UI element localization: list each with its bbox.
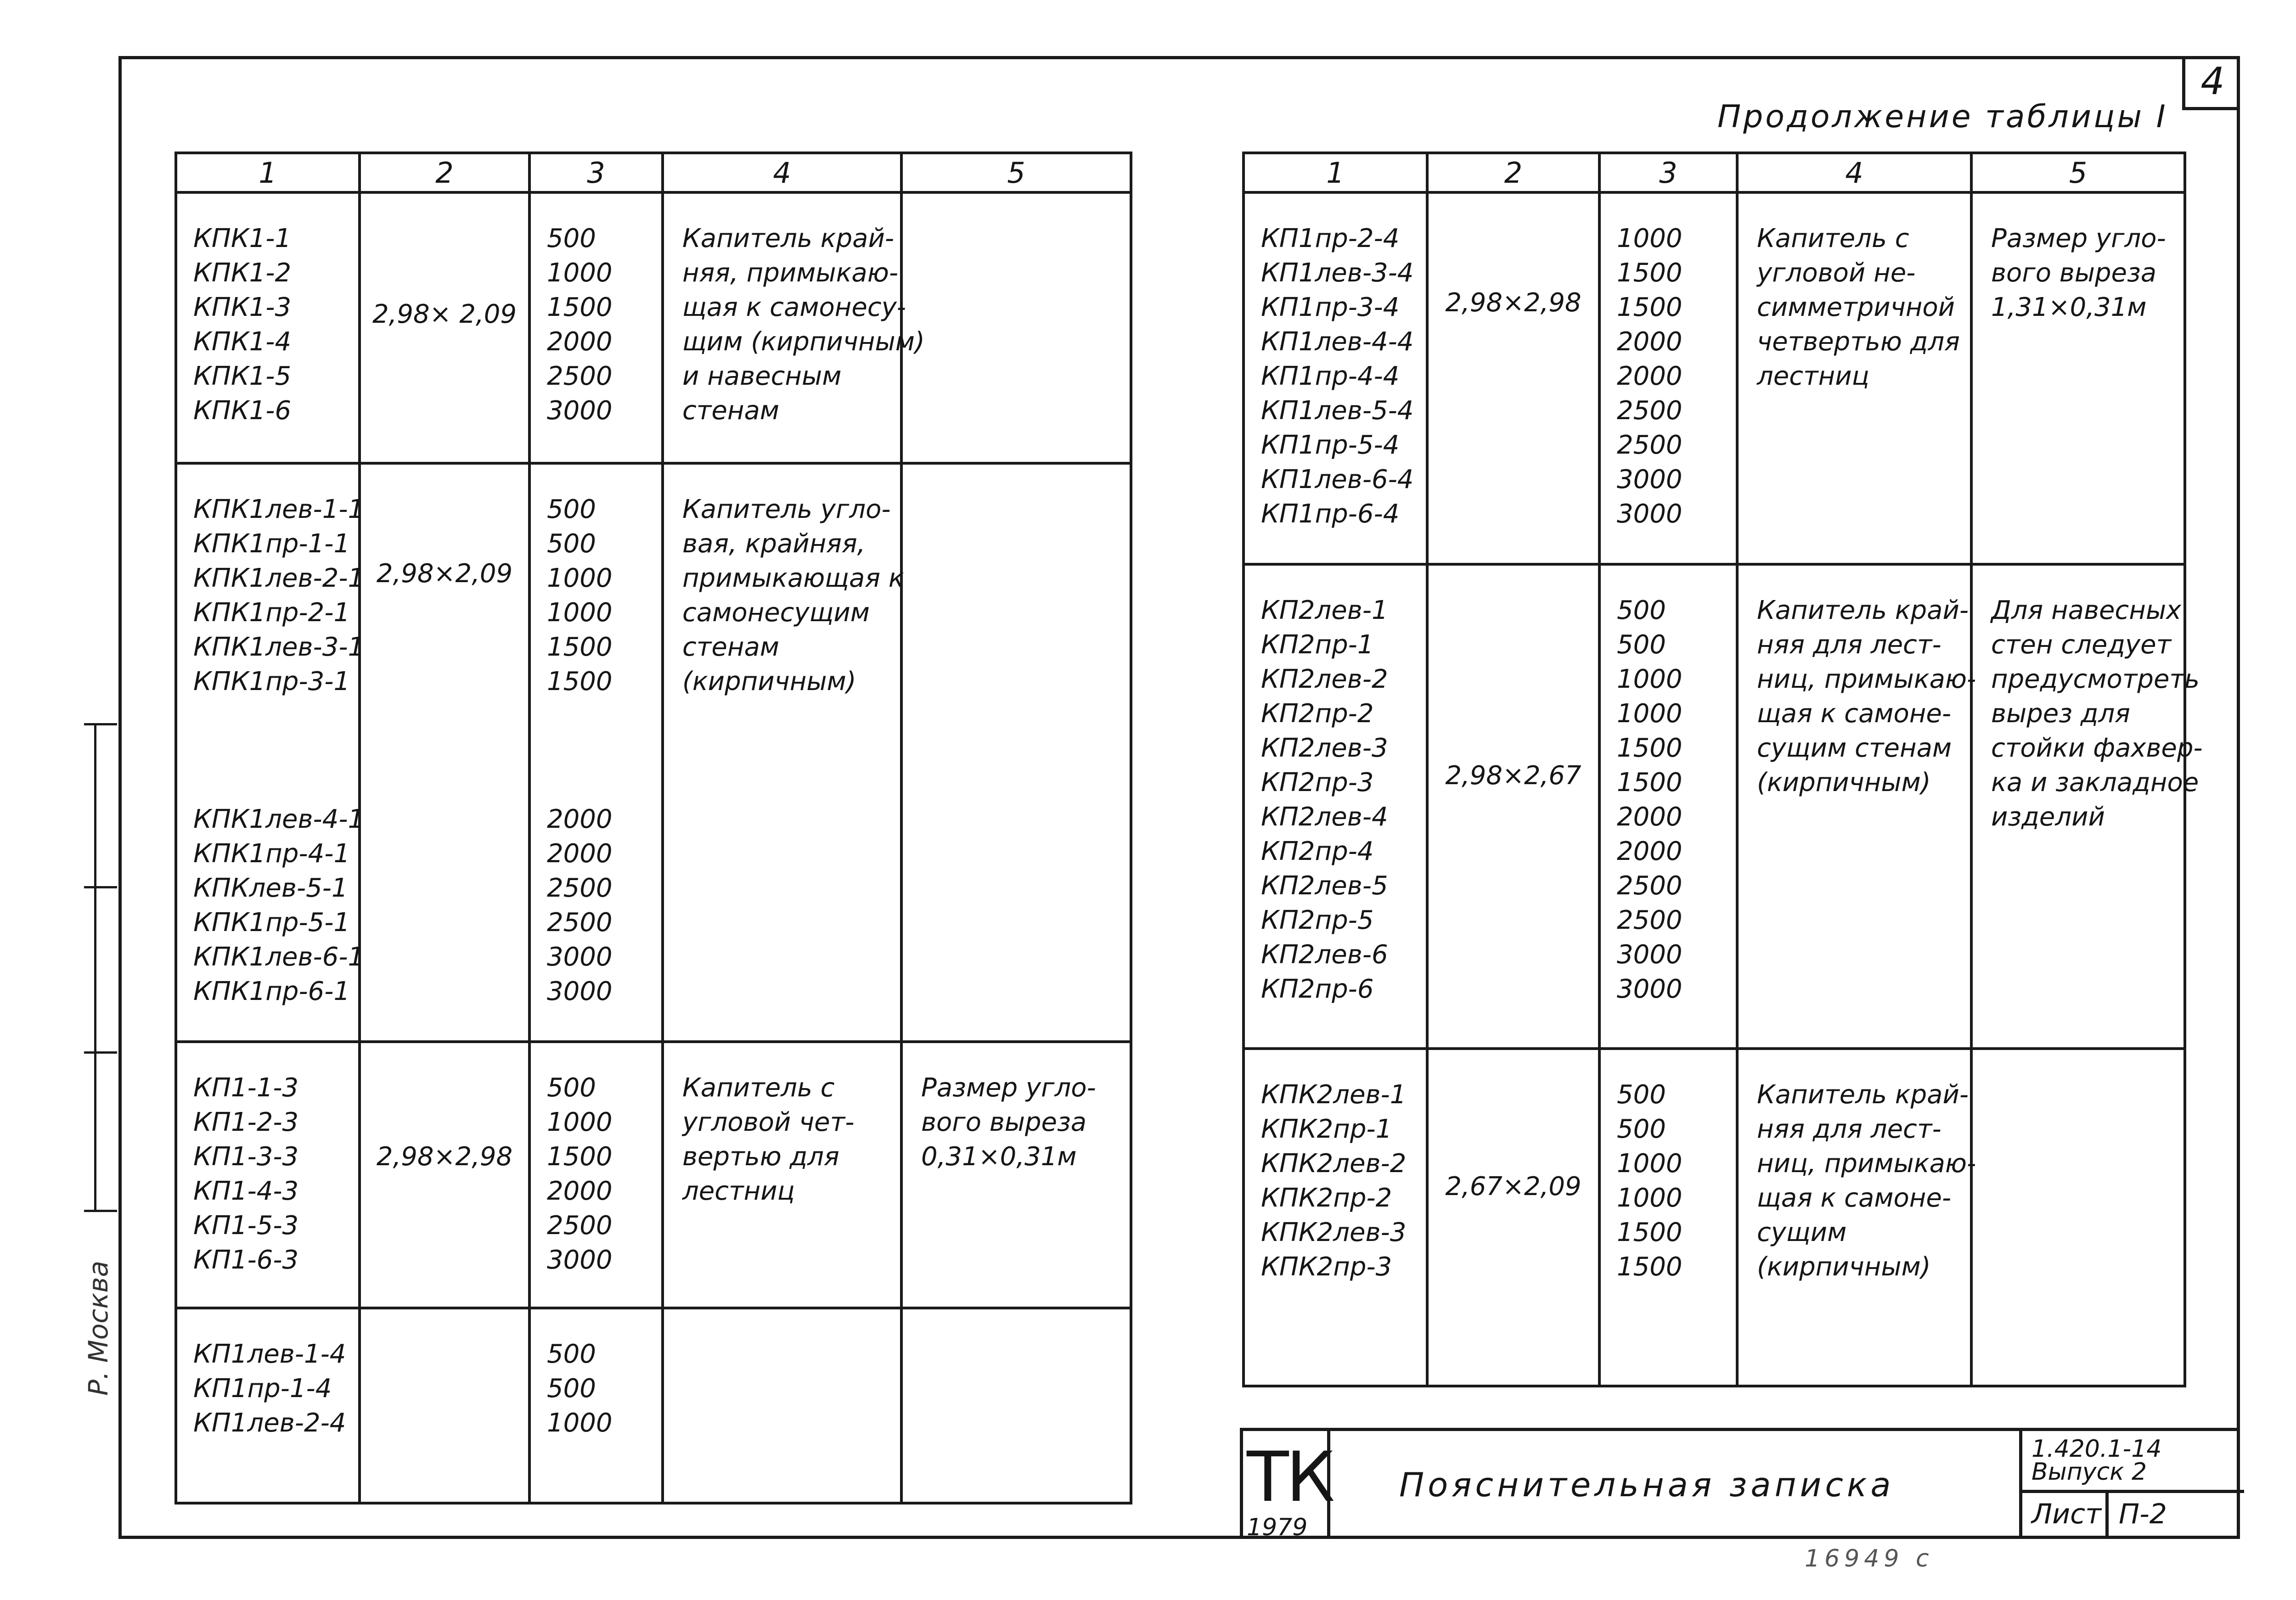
load-cell: 500 500 1000 bbox=[529, 1308, 663, 1503]
description-cell: Капитель с угловой чет- вертью для лестниц bbox=[663, 1042, 901, 1308]
mark-cell: КПК1-1 КПК1-2 КПК1-3 КПК1-4 КПК1-5 КПК1-6 bbox=[176, 192, 360, 463]
load-cell: 500 500 1000 1000 1500 1500 bbox=[1599, 1049, 1737, 1386]
load-cell: 1000 1500 1500 2000 2000 2500 2500 3000 3000 bbox=[1599, 192, 1737, 564]
sheet-value: П-2 bbox=[2105, 1490, 2243, 1539]
table-row bbox=[1244, 192, 2185, 564]
binding-tick bbox=[84, 886, 117, 888]
note-cell bbox=[901, 1308, 1131, 1503]
table-row bbox=[176, 463, 1131, 1042]
mark-cell: КП2лев-1 КП2пр-1 КП2лев-2 КП2пр-2 КП2лев-3 КП2пр-3 КП2лев-4 КП2пр-4 КП2лев-5 КП2пр-5 КП2лев-6 КП2пр-6 bbox=[1244, 564, 1427, 1049]
right-table bbox=[1242, 152, 2203, 1387]
org-code: ТК bbox=[1247, 1437, 1333, 1517]
load-cell: 500 1000 1500 2000 2500 3000 bbox=[529, 192, 663, 463]
binding-tick bbox=[84, 1051, 117, 1054]
mark-cell: КПК1лев-1-1 КПК1пр-1-1 КПК1лев-2-1 КПК1пр-2-1 КПК1лев-3-1 КПК1пр-3-1 КПК1лев-4-1 КПК1пр-4-1 КПКлев-5-1 КПК1пр-5-1 КПК1лев-6-1 КПК1пр-6-1 bbox=[176, 463, 360, 1042]
binding-tick bbox=[84, 1210, 117, 1212]
org-box bbox=[1243, 1431, 1333, 1541]
sheet-label: Лист bbox=[2019, 1490, 2109, 1539]
side-stamp: Р. Москва bbox=[83, 1260, 114, 1396]
issue-number: Выпуск 2 bbox=[2032, 1458, 2147, 1486]
load-cell: 500 500 1000 1000 1500 1500 2000 2000 2500 2500 3000 3000 bbox=[1599, 564, 1737, 1049]
table-row bbox=[176, 192, 1131, 463]
header-cell: 5 bbox=[901, 153, 1131, 192]
mark-cell: КП1лев-1-4 КП1пр-1-4 КП1лев-2-4 bbox=[176, 1308, 360, 1503]
size-cell: 2,67×2,09 bbox=[1427, 1049, 1599, 1386]
size-cell bbox=[360, 1308, 529, 1503]
year: 1979 bbox=[1247, 1514, 1308, 1541]
header-cell: 5 bbox=[1971, 153, 2185, 192]
header-cell: 3 bbox=[529, 153, 663, 192]
table-caption: Продолжение таблицы I bbox=[1717, 99, 2168, 135]
table-row bbox=[176, 1308, 1131, 1503]
title-block bbox=[1240, 1428, 2240, 1539]
description-cell: Капитель край- няя для лест- ниц, примыкаю- щая к самоне- сущим стенам (кирпичным) bbox=[1737, 564, 1971, 1049]
description-cell: Капитель с угловой не- симметричной четвертью для лестниц bbox=[1737, 192, 1971, 564]
size-cell: 2,98× 2,09 bbox=[360, 192, 529, 463]
left-table bbox=[174, 152, 1132, 1505]
note-cell: Для навесных стен следует предусмотреть вырез для стойки фахвер- ка и закладное изделий bbox=[1971, 564, 2185, 1049]
size-cell: 2,98×2,09 bbox=[360, 463, 529, 1042]
binding-tick bbox=[84, 723, 117, 725]
table-row bbox=[176, 1042, 1131, 1308]
header-cell: 1 bbox=[1244, 153, 1427, 192]
table-row bbox=[1244, 1049, 2185, 1386]
table-header-row bbox=[176, 153, 1131, 192]
mark-cell: КП1пр-2-4 КП1лев-3-4 КП1пр-3-4 КП1лев-4-4 КП1пр-4-4 КП1лев-5-4 КП1пр-5-4 КП1лев-6-4 КП1пр-6-4 bbox=[1244, 192, 1427, 564]
note-cell: Размер угло- вого выреза 1,31×0,31м bbox=[1971, 192, 2185, 564]
series-code-box bbox=[2019, 1431, 2244, 1493]
header-cell: 4 bbox=[663, 153, 901, 192]
header-cell: 2 bbox=[360, 153, 529, 192]
description-cell bbox=[663, 1308, 901, 1503]
load-cell: 500 1000 1500 2000 2500 3000 bbox=[529, 1042, 663, 1308]
table-header-row bbox=[1244, 153, 2185, 192]
size-cell: 2,98×2,98 bbox=[360, 1042, 529, 1308]
note-cell: Размер угло- вого выреза 0,31×0,31м bbox=[901, 1042, 1131, 1308]
size-cell: 2,98×2,67 bbox=[1427, 564, 1599, 1049]
mark-cell: КПК2лев-1 КПК2пр-1 КПК2лев-2 КПК2пр-2 КПК2лев-3 КПК2пр-3 bbox=[1244, 1049, 1427, 1386]
note-cell bbox=[1971, 1049, 2185, 1386]
description-cell: Капитель край- няя, примыкаю- щая к самонесу- щим (кирпичным) и навесным стенам bbox=[663, 192, 901, 463]
mark-cell: КП1-1-3 КП1-2-3 КП1-3-3 КП1-4-3 КП1-5-3 КП1-6-3 bbox=[176, 1042, 360, 1308]
load-cell: 500 500 1000 1000 1500 1500 2000 2000 2500 2500 3000 3000 bbox=[529, 463, 663, 1042]
table-row bbox=[1244, 564, 2185, 1049]
binding-line bbox=[94, 723, 96, 1210]
description-cell: Капитель край- няя для лест- ниц, примыкаю- щая к самоне- сущим (кирпичным) bbox=[1737, 1049, 1971, 1386]
header-cell: 2 bbox=[1427, 153, 1599, 192]
header-cell: 4 bbox=[1737, 153, 1971, 192]
header-cell: 3 bbox=[1599, 153, 1737, 192]
size-cell: 2,98×2,98 bbox=[1427, 192, 1599, 564]
note-cell bbox=[901, 463, 1131, 1042]
series-code: 1.420.1-14 bbox=[2032, 1435, 2162, 1463]
sheet-number-box bbox=[2182, 56, 2240, 110]
archive-number: 16949 с bbox=[1805, 1545, 1934, 1572]
note-cell bbox=[901, 192, 1131, 463]
document-title: Пояснительная записка bbox=[1399, 1465, 1895, 1504]
description-cell: Капитель угло- вая, крайняя, примыкающая к самонесущим стенам (кирпичным) bbox=[663, 463, 901, 1042]
sheet-number: 4 bbox=[2200, 60, 2225, 103]
header-cell: 1 bbox=[176, 153, 360, 192]
